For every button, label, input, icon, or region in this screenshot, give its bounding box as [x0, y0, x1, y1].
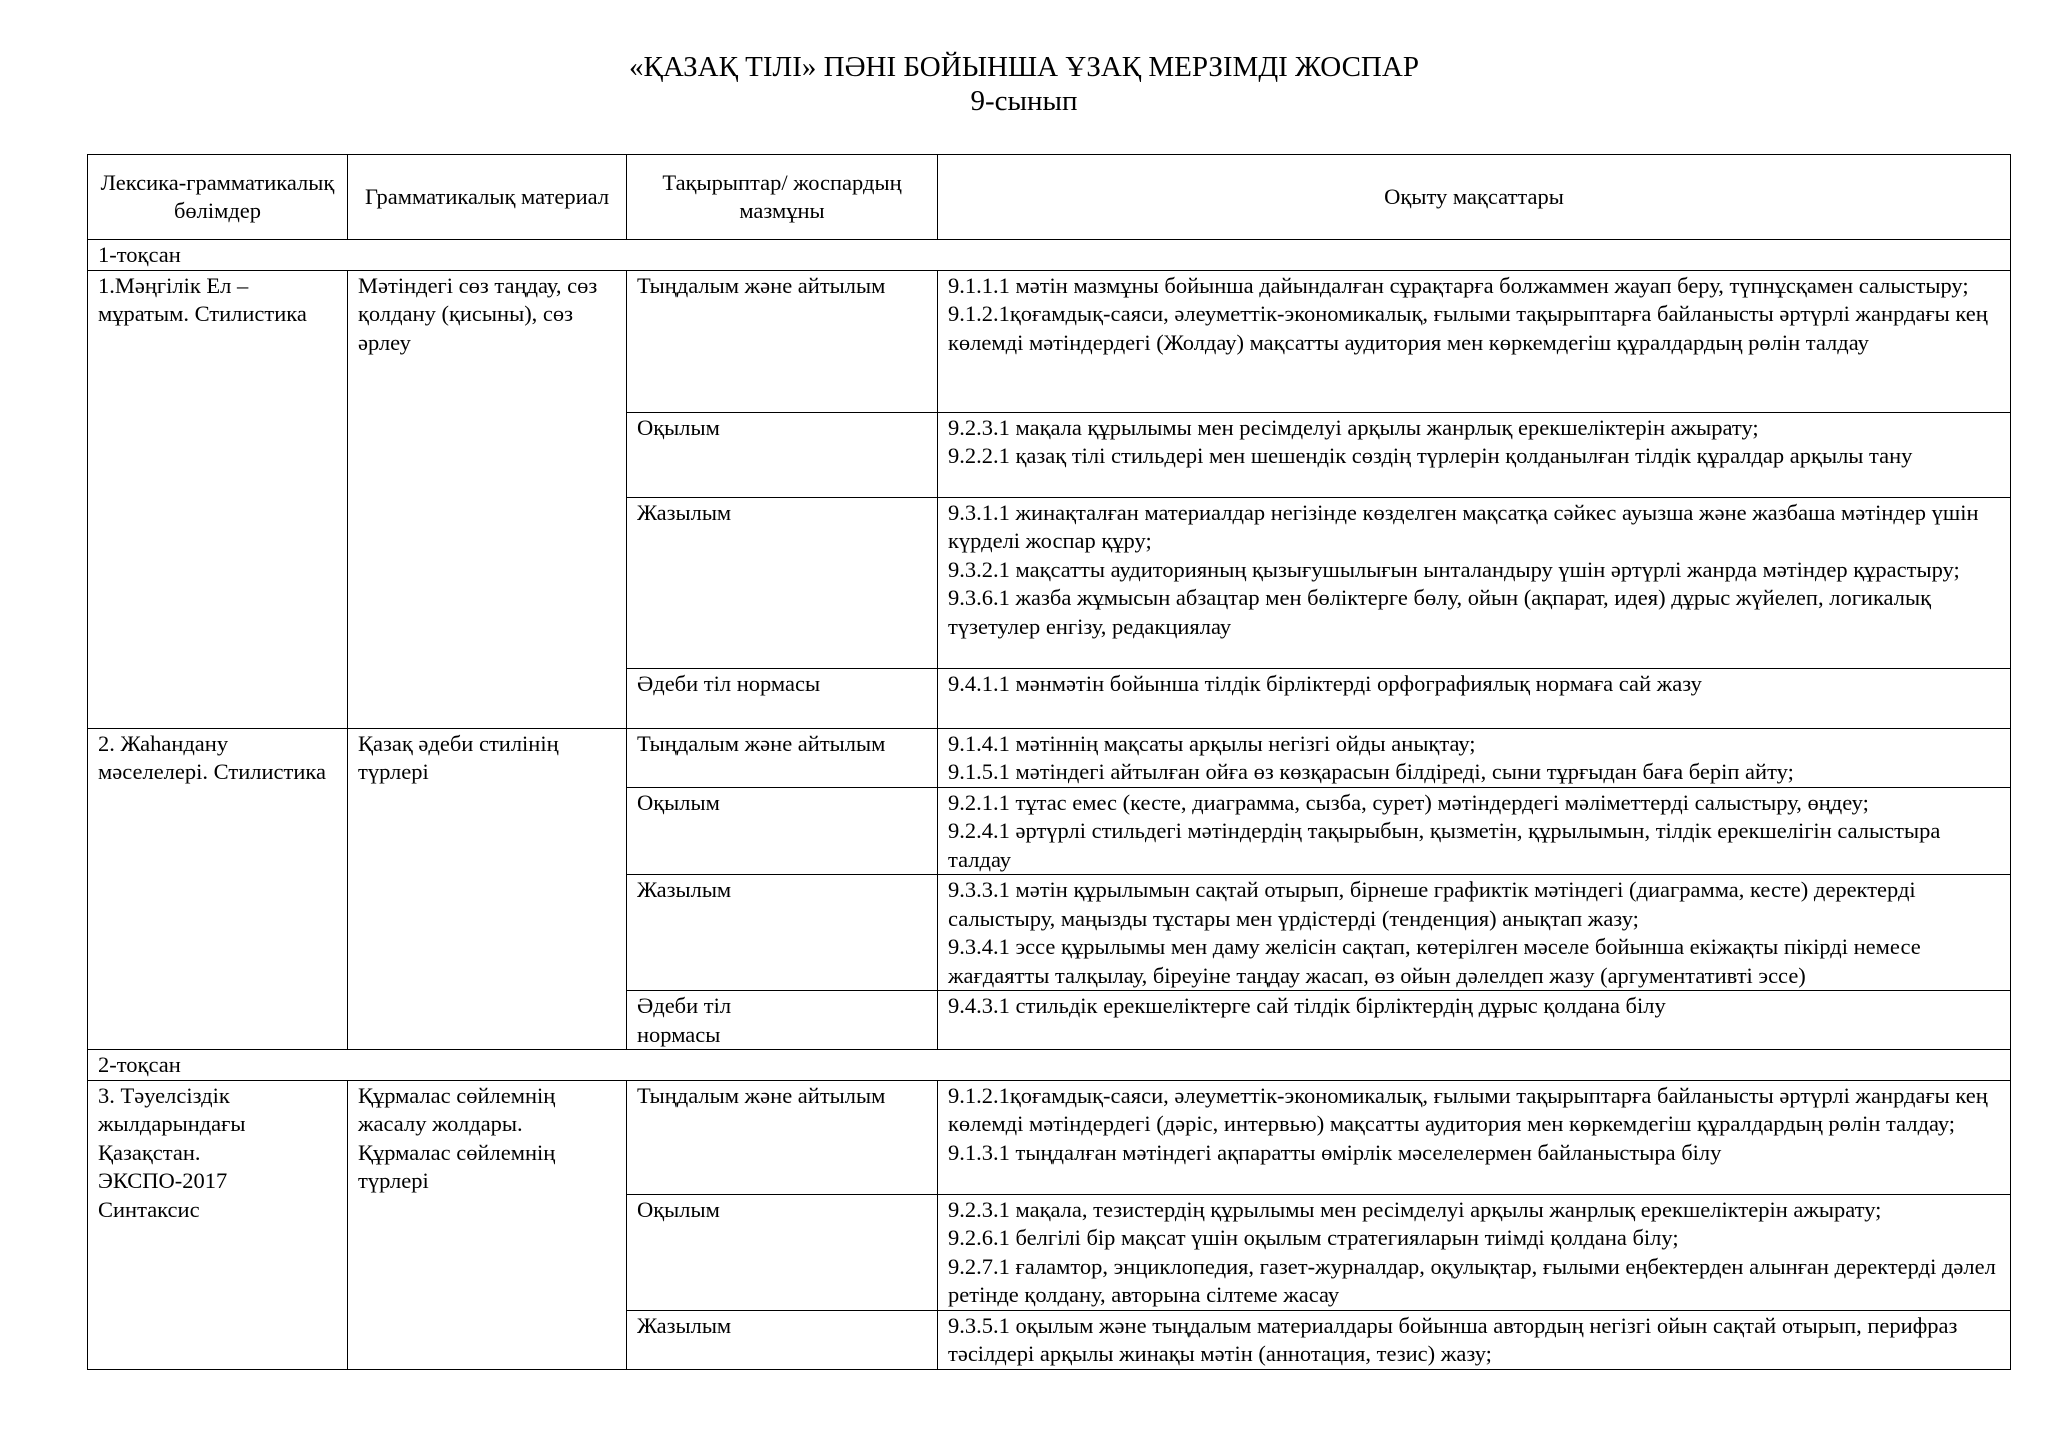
quarter-label: 1-тоқсан	[88, 240, 2011, 271]
objective-text: 9.2.3.1 мақала, тезистердің құрылымы мен ресімделуі арқылы жанрлық ерекшеліктерін ажырату;	[948, 1196, 1882, 1222]
plan-table	[87, 154, 2011, 1370]
objective-text: 9.3.2.1 мақсатты аудиторияның қызығушылығын ынталандыру үшін әртүрлі жанрда мәтіндер құрастыру;	[948, 556, 1960, 582]
objective-text: 9.1.2.1қоғамдық-саяси, әлеуметтік-экономикалық, ғылыми тақырыптарға байланысты әртүрлі жанрдағы кең көлемді мәтіндердегі (дәріс, интервью) мақсатты аудитория мен көркемдегіш құралдардың рөлін талдау;	[948, 1082, 1988, 1136]
objective-text: 9.3.1.1 жинақталған материалдар негізінде көзделген мақсатқа сәйкес ауызша және жазбаша мәтіндер үшін күрделі жоспар құру;	[948, 499, 1979, 553]
topic-cell: Тыңдалым және айтылым	[627, 270, 938, 412]
topic-cell: Оқылым	[627, 412, 938, 497]
objective-text: 9.3.6.1 жазба жұмысын абзацтар мен бөліктерге бөлу, ойын (ақпарат, идея) дұрыс жүйелеп, логикалық түзетулер енгізу, редакциялау	[948, 585, 1932, 639]
objective-text: 9.3.3.1 мәтін құрылымын сақтай отырып, бірнеше графиктік мәтіндегі (диаграмма, кесте) деректерді салыстыру, маңызды тұстары мен үрдістерді (тенденция) анықтап жазу;	[948, 877, 1916, 931]
grammar-material-cell: Құрмалас сөйлемнің жасалу жолдары. Құрмалас сөйлемнің түрлері	[348, 1080, 627, 1369]
topic-cell: Тыңдалым және айтылым	[627, 728, 938, 787]
objective-text: 9.1.1.1 мәтін мазмұны бойынша дайындалған сұрақтарға болжаммен жауап беру, түпнұсқамен салыстыру;	[948, 272, 1969, 298]
document-title: «ҚАЗАҚ ТІЛІ» ПӘНІ БОЙЫНША ҰЗАҚ МЕРЗІМДІ ЖОСПАР	[629, 51, 1419, 83]
objective-text: 9.3.4.1 эссе құрылымы мен даму желісін сақтап, көтерілген мәселе бойынша екіжақты пікірді немесе жағдаятты талқылау, біреуіне таңдау жасап, өз ойын дәлелдеп жазу (аргументативті эссе)	[948, 934, 1921, 988]
objective-text: 9.1.4.1 мәтіннің мақсаты арқылы негізгі ойды анықтау;	[948, 730, 1476, 756]
column-header-objectives: Оқыту мақсаттары	[938, 155, 2011, 240]
objective-text: 9.1.5.1 мәтіндегі айтылған ойға өз көзқарасын білдіреді, сыни тұрғыдан баға беріп айту;	[948, 759, 1794, 784]
grammar-material-cell: Қазақ әдеби стилінің түрлері	[348, 728, 627, 1050]
objective-text: 9.3.5.1 оқылым және тыңдалым материалдары бойынша автордың негізгі ойын сақтай отырып, перифраз тәсілдері арқылы жинақы мәтін (аннотация, тезис) жазу;	[948, 1312, 1958, 1366]
objectives-cell	[938, 270, 2011, 412]
quarter-row	[88, 1050, 2011, 1081]
topic-cell: Оқылым	[627, 787, 938, 875]
topic-cell: Жазылым	[627, 875, 938, 991]
objectives-cell	[938, 1194, 2011, 1310]
topic-cell: Тыңдалым және айтылым	[627, 1080, 938, 1194]
objective-text: 9.2.4.1 әртүрлі стильдегі мәтіндердің тақырыбын, қызметін, құрылымын, тілдік ерекшелігін салыстыра талдау	[948, 818, 1941, 872]
objectives-cell	[938, 497, 2011, 668]
table-row	[88, 728, 2011, 787]
column-header-topics: Тақырыптар/ жоспардың мазмұны	[627, 155, 938, 240]
document-subtitle: 9-сынып	[970, 85, 1078, 117]
objectives-cell	[938, 875, 2011, 991]
objective-text: 9.4.1.1 мәнмәтін бойынша тілдік бірліктерді орфографиялық нормаға сай жазу	[948, 670, 1702, 696]
table-row	[88, 270, 2011, 412]
objectives-cell	[938, 787, 2011, 875]
table-header-row	[88, 155, 2011, 240]
topic-cell: Жазылым	[627, 1310, 938, 1369]
objectives-cell	[938, 1080, 2011, 1194]
objectives-cell	[938, 668, 2011, 728]
lexical-section-cell: 1.Мәңгілік Ел – мұратым. Стилистика	[88, 270, 348, 728]
objectives-cell	[938, 728, 2011, 787]
objective-text: 9.1.2.1қоғамдық-саяси, әлеуметтік-экономикалық, ғылыми тақырыптарға байланысты әртүрлі жанрдағы кең көлемді мәтіндердегі (Жолдау) мақсатты аудитория мен көркемдегіш құралдардың рөлін талдау	[948, 301, 1988, 355]
objectives-cell	[938, 991, 2011, 1050]
objectives-cell	[938, 1310, 2011, 1369]
objective-text: 9.1.3.1 тыңдалған мәтіндегі ақпаратты өмірлік мәселелермен байланыстыра білу	[948, 1139, 1722, 1165]
topic-cell: Әдеби тіл нормасы	[627, 991, 938, 1050]
topic-cell: Оқылым	[627, 1194, 938, 1310]
column-header-lexical: Лексика-грамматикалық бөлімдер	[88, 155, 348, 240]
objective-text: 9.2.6.1 белгілі бір мақсат үшін оқылым стратегияларын тиімді қолдана білу;	[948, 1225, 1679, 1250]
quarter-label: 2-тоқсан	[88, 1050, 2011, 1081]
objectives-cell	[938, 412, 2011, 497]
topic-cell: Жазылым	[627, 497, 938, 668]
objective-text: 9.2.2.1 қазақ тілі стильдері мен шешендік сөздің түрлерін қолданылған тілдік құралдар арқылы тану	[948, 443, 1913, 468]
document-header	[0, 50, 2048, 118]
objective-text: 9.4.3.1 стильдік ерекшеліктерге сай тілдік бірліктердің дұрыс қолдана білу	[948, 993, 1666, 1018]
topic-cell: Әдеби тіл нормасы	[627, 668, 938, 728]
objective-text: 9.2.7.1 ғаламтор, энциклопедия, газет-журналдар, оқулықтар, ғылыми еңбектерден алынған деректерді дәлел ретінде қолдану, авторына сілтеме жасау	[948, 1253, 1996, 1307]
grammar-material-cell: Мәтіндегі сөз таңдау, сөз қолдану (қисыны), сөз әрлеу	[348, 270, 627, 728]
objective-text: 9.2.3.1 мақала құрылымы мен ресімделуі арқылы жанрлық ерекшеліктерін ажырату;	[948, 414, 1759, 440]
column-header-grammar: Грамматикалық материал	[348, 155, 627, 240]
lexical-section-cell: 3. Тәуелсіздік жылдарындағы Қазақстан. ЭКСПО-2017 Синтаксис	[88, 1080, 348, 1369]
lexical-section-cell: 2. Жаһандану мәселелері. Стилистика	[88, 728, 348, 1050]
table-row	[88, 1080, 2011, 1194]
objective-text: 9.2.1.1 тұтас емес (кесте, диаграмма, сызба, сурет) мәтіндердегі мәліметтерді салыстыру, өңдеу;	[948, 789, 1869, 815]
quarter-row	[88, 240, 2011, 271]
